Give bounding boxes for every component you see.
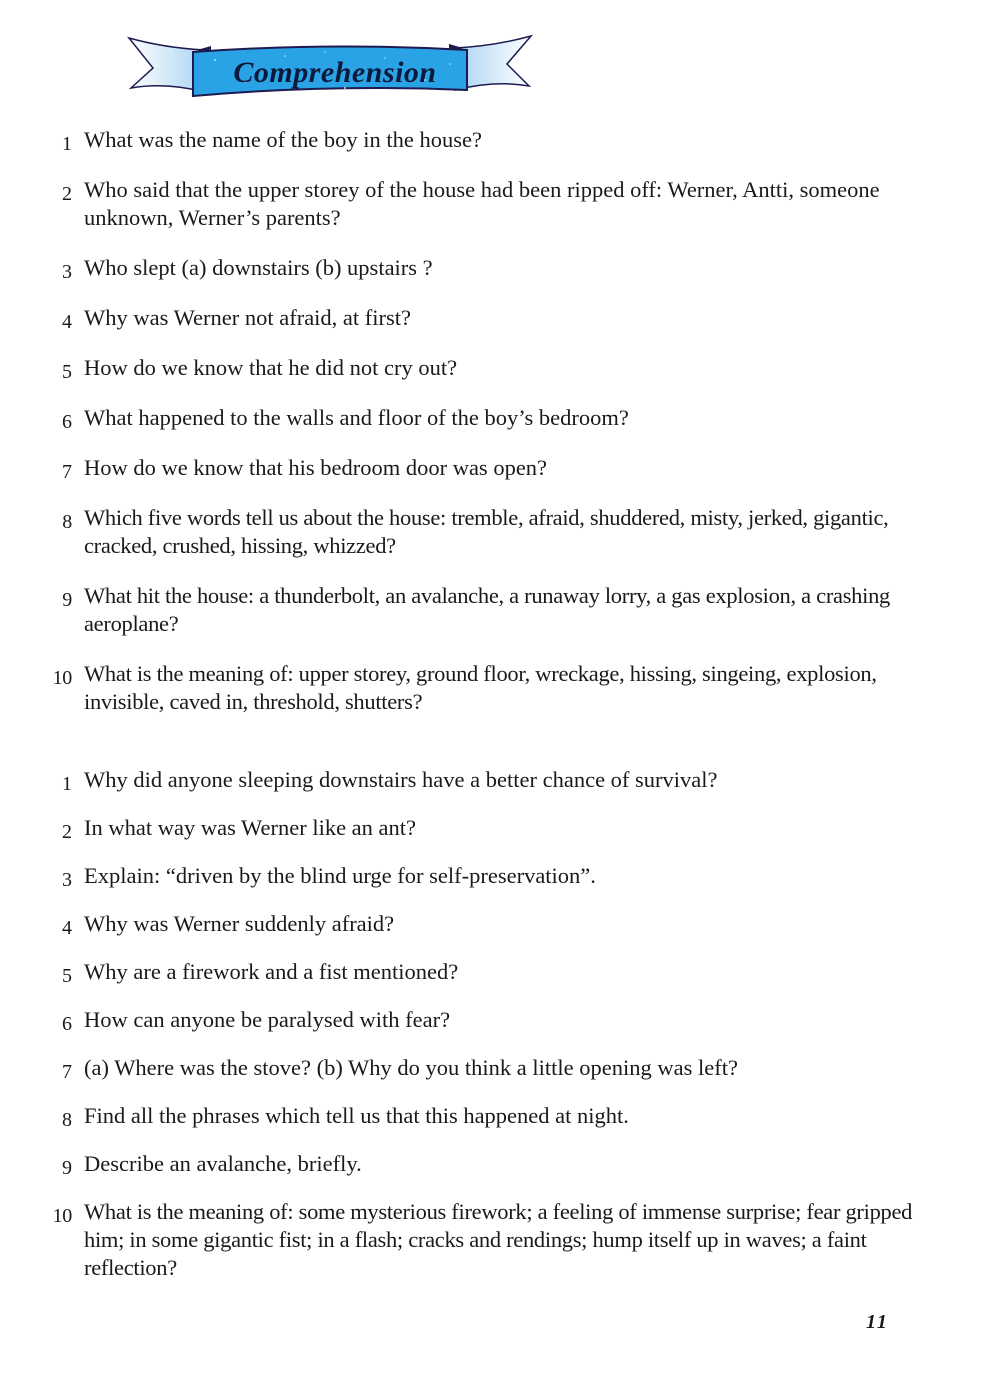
question-section-1 <box>0 126 1000 738</box>
question-item <box>0 814 1000 842</box>
question-text: Describe an avalanche, briefly. <box>84 1151 362 1176</box>
question-text: Why was Werner not afraid, at first? <box>84 305 412 330</box>
question-item <box>0 126 1000 154</box>
question-number: 7 <box>62 461 72 483</box>
question-number: 8 <box>62 511 72 533</box>
question-item <box>0 766 1000 794</box>
question-number: 3 <box>62 261 72 283</box>
question-text: Explain: “driven by the blind urge for self-preservation”. <box>84 863 596 888</box>
comprehension-banner <box>125 30 535 105</box>
question-section-2 <box>0 766 1000 1302</box>
question-item <box>0 1150 1000 1178</box>
question-number: 2 <box>62 183 72 205</box>
question-text: Why did anyone sleeping downstairs have a better chance of survival? <box>84 767 718 792</box>
question-item <box>0 354 1000 382</box>
question-text: What hit the house: a thunderbolt, an avalanche, a runaway lorry, a gas explosion, a crashing aeroplane? <box>84 583 890 636</box>
question-number: 1 <box>62 133 72 155</box>
question-text: (a) Where was the stove? (b) Why do you think a little opening was left? <box>84 1055 738 1080</box>
question-number: 6 <box>62 411 72 433</box>
question-number: 7 <box>62 1061 72 1083</box>
question-item <box>0 1006 1000 1034</box>
question-item <box>0 958 1000 986</box>
question-number: 2 <box>62 821 72 843</box>
question-text: What happened to the walls and floor of the boy’s bedroom? <box>84 405 629 430</box>
question-text: What is the meaning of: some mysterious firework; a feeling of immense surprise; fear gripped him; in some gigantic fist; in a flash; cracks and rendings; hump itself up in waves; a faint reflection? <box>84 1199 913 1280</box>
question-item <box>0 404 1000 432</box>
question-text: Which five words tell us about the house: tremble, afraid, shuddered, misty, jerked, gigantic, cracked, crushed, hissing, whizzed? <box>84 505 889 558</box>
question-number: 9 <box>62 1157 72 1179</box>
question-number: 4 <box>62 311 72 333</box>
question-item <box>0 454 1000 482</box>
question-number: 4 <box>62 917 72 939</box>
question-number: 3 <box>62 869 72 891</box>
question-number: 5 <box>62 361 72 383</box>
question-item <box>0 1102 1000 1130</box>
question-item <box>0 582 1000 638</box>
question-text: Who slept (a) downstairs (b) upstairs ? <box>84 255 433 280</box>
question-item <box>0 176 1000 232</box>
question-item <box>0 1054 1000 1082</box>
question-item <box>0 862 1000 890</box>
section-title: Comprehension <box>233 56 437 89</box>
question-text: What is the meaning of: upper storey, ground floor, wreckage, hissing, singeing, explosion, invisible, caved in, threshold, shutters? <box>84 661 877 714</box>
question-text: How can anyone be paralysed with fear? <box>84 1007 451 1032</box>
question-number: 10 <box>52 667 72 689</box>
question-item <box>0 304 1000 332</box>
question-number: 1 <box>62 773 72 795</box>
question-number: 6 <box>62 1013 72 1035</box>
question-number: 9 <box>62 589 72 611</box>
question-number: 5 <box>62 965 72 987</box>
question-number: 8 <box>62 1109 72 1131</box>
question-item <box>0 660 1000 716</box>
page-number: 11 <box>866 1311 889 1333</box>
question-item <box>0 910 1000 938</box>
question-text: In what way was Werner like an ant? <box>84 815 417 840</box>
question-text: Why are a firework and a fist mentioned? <box>84 959 459 984</box>
question-text: How do we know that his bedroom door was open? <box>84 455 548 480</box>
question-text: Find all the phrases which tell us that this happened at night. <box>84 1103 629 1128</box>
question-text: Who said that the upper storey of the house had been ripped off: Werner, Antti, someone unknown, Werner’s parents? <box>84 177 880 230</box>
question-item <box>0 254 1000 282</box>
question-text: How do we know that he did not cry out? <box>84 355 458 380</box>
question-number: 10 <box>52 1205 72 1227</box>
question-item <box>0 504 1000 560</box>
question-text: What was the name of the boy in the house? <box>84 127 483 152</box>
question-text: Why was Werner suddenly afraid? <box>84 911 395 936</box>
question-item <box>0 1198 1000 1282</box>
